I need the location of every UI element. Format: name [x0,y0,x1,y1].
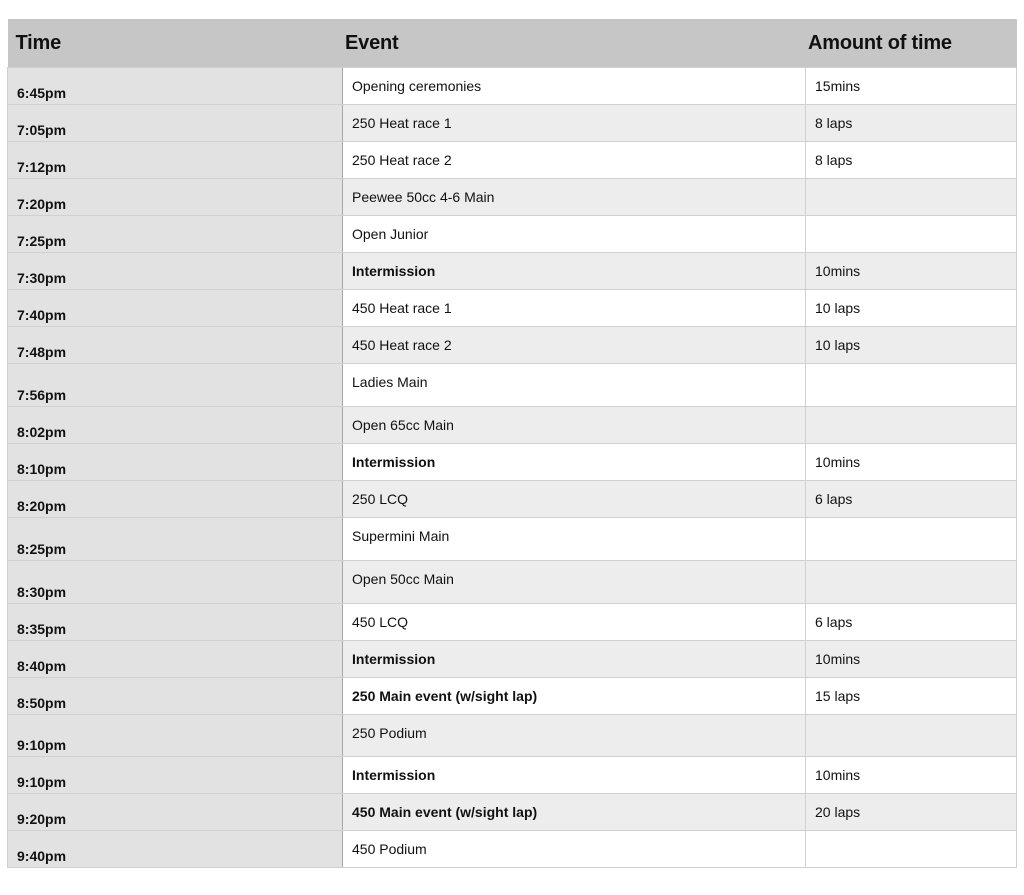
event-cell: 450 Heat race 1 [343,290,806,327]
event-cell: Supermini Main [343,518,806,561]
schedule-table [7,19,1017,868]
header-amount: Amount of time [806,19,1017,68]
time-cell: 9:40pm [8,831,343,868]
amount-cell: 8 laps [806,105,1017,142]
table-row [8,216,1017,253]
amount-cell: 10 laps [806,290,1017,327]
time-cell: 7:40pm [8,290,343,327]
table-row [8,715,1017,757]
table-row [8,179,1017,216]
event-cell: 250 Podium [343,715,806,757]
table-row [8,831,1017,868]
amount-cell [806,216,1017,253]
event-cell: Open 50cc Main [343,561,806,604]
time-cell: 7:05pm [8,105,343,142]
amount-cell: 10mins [806,641,1017,678]
table-row [8,641,1017,678]
amount-cell: 10mins [806,757,1017,794]
table-row [8,142,1017,179]
time-cell: 7:25pm [8,216,343,253]
event-cell: Peewee 50cc 4-6 Main [343,179,806,216]
time-cell: 8:25pm [8,518,343,561]
event-cell: Intermission [343,641,806,678]
amount-cell: 6 laps [806,481,1017,518]
table-row [8,290,1017,327]
amount-cell [806,518,1017,561]
amount-cell: 20 laps [806,794,1017,831]
table-row [8,253,1017,290]
time-cell: 9:10pm [8,757,343,794]
event-cell: 250 Heat race 1 [343,105,806,142]
time-cell: 7:56pm [8,364,343,407]
table-row [8,757,1017,794]
amount-cell [806,561,1017,604]
event-cell: Opening ceremonies [343,68,806,105]
amount-cell: 10mins [806,444,1017,481]
table-row [8,604,1017,641]
table-row [8,364,1017,407]
event-cell: 450 LCQ [343,604,806,641]
table-row [8,327,1017,364]
time-cell: 7:12pm [8,142,343,179]
event-cell: Intermission [343,253,806,290]
event-cell: Open 65cc Main [343,407,806,444]
amount-cell: 10 laps [806,327,1017,364]
amount-cell [806,364,1017,407]
time-cell: 8:30pm [8,561,343,604]
time-cell: 8:50pm [8,678,343,715]
time-cell: 8:10pm [8,444,343,481]
time-cell: 9:20pm [8,794,343,831]
time-cell: 7:30pm [8,253,343,290]
header-time: Time [8,19,343,68]
amount-cell: 8 laps [806,142,1017,179]
amount-cell [806,831,1017,868]
time-cell: 6:45pm [8,68,343,105]
table-row [8,444,1017,481]
table-row [8,407,1017,444]
event-cell: 450 Podium [343,831,806,868]
table-row [8,68,1017,105]
table-row [8,678,1017,715]
amount-cell: 10mins [806,253,1017,290]
event-cell: Open Junior [343,216,806,253]
event-cell: Ladies Main [343,364,806,407]
amount-cell: 6 laps [806,604,1017,641]
event-cell: 450 Heat race 2 [343,327,806,364]
table-row [8,481,1017,518]
event-cell: Intermission [343,444,806,481]
time-cell: 7:48pm [8,327,343,364]
table-row [8,105,1017,142]
header-row [8,19,1017,68]
event-cell: 250 Heat race 2 [343,142,806,179]
time-cell: 9:10pm [8,715,343,757]
amount-cell: 15mins [806,68,1017,105]
time-cell: 8:40pm [8,641,343,678]
time-cell: 8:35pm [8,604,343,641]
time-cell: 7:20pm [8,179,343,216]
table-row [8,794,1017,831]
table-row [8,561,1017,604]
event-cell: Intermission [343,757,806,794]
event-cell: 250 LCQ [343,481,806,518]
amount-cell [806,179,1017,216]
time-cell: 8:02pm [8,407,343,444]
table-row [8,518,1017,561]
amount-cell: 15 laps [806,678,1017,715]
event-cell: 450 Main event (w/sight lap) [343,794,806,831]
amount-cell [806,407,1017,444]
header-event: Event [343,19,806,68]
time-cell: 8:20pm [8,481,343,518]
amount-cell [806,715,1017,757]
event-cell: 250 Main event (w/sight lap) [343,678,806,715]
